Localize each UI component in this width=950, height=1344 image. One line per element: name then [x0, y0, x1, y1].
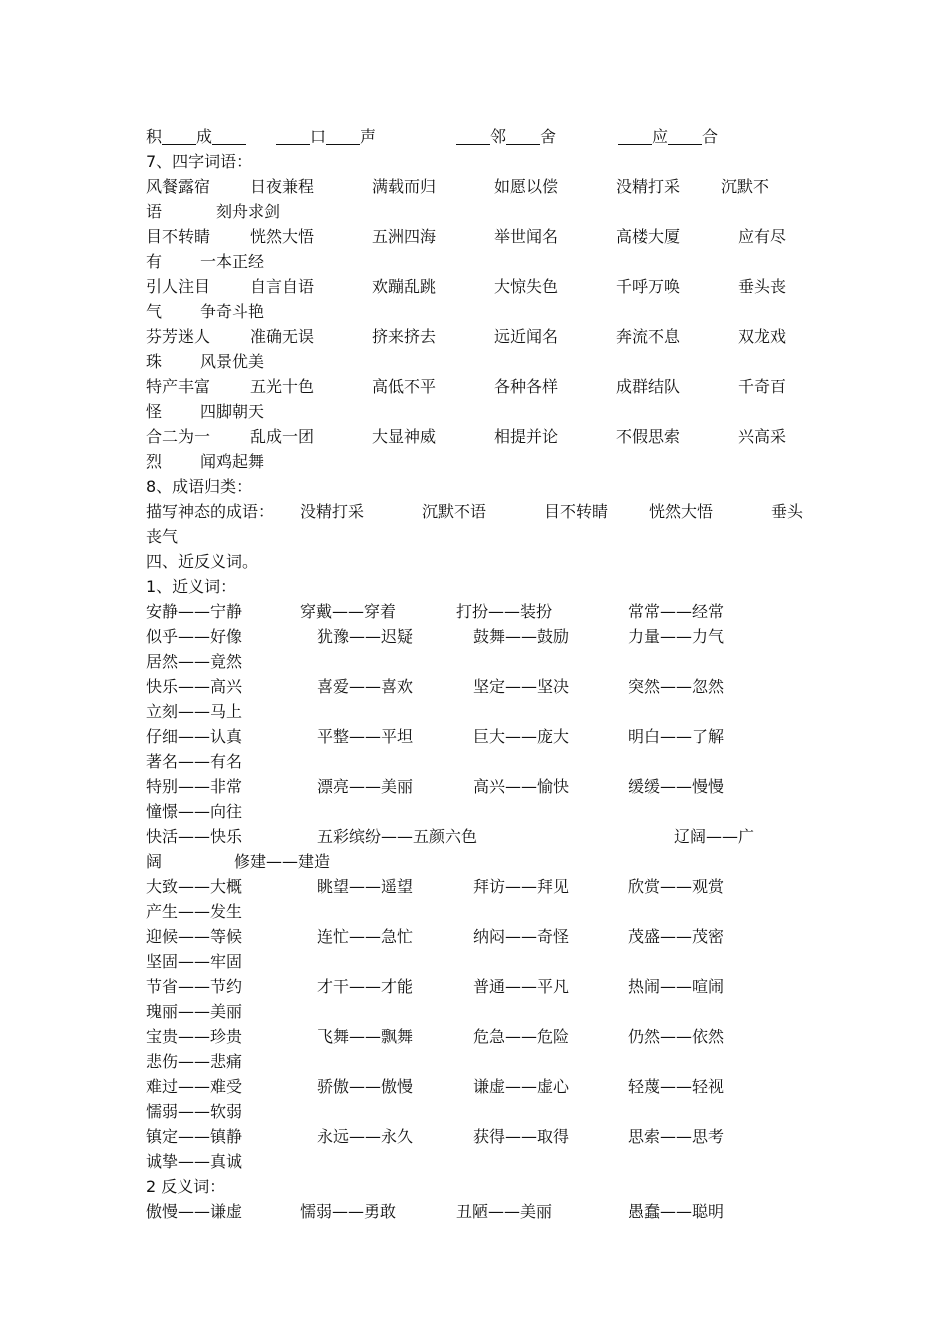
idiom-tail: 有	[146, 252, 163, 271]
idiom-tail: 怪	[146, 402, 163, 421]
word-pair: 轻蔑——轻视	[628, 1077, 725, 1096]
idiom: 千呼万唤	[616, 277, 681, 296]
idiom: 不假思索	[616, 427, 681, 446]
blank	[506, 128, 540, 145]
idiom: 合二为一	[146, 427, 211, 446]
idiom: 应有尽	[738, 227, 787, 246]
word-pair: 著名——有名	[146, 752, 243, 771]
subsection-heading: 2 反义词：	[146, 1177, 226, 1196]
word-pair: 获得——取得	[473, 1127, 570, 1146]
word-pair: 缓缓——慢慢	[628, 777, 725, 796]
word-pair: 鼓舞——鼓励	[473, 627, 570, 646]
idiom: 风景优美	[200, 352, 265, 371]
word-pair: 犹豫——迟疑	[317, 627, 414, 646]
word-pair: 欣赏——观赏	[628, 877, 725, 896]
idiom: 准确无误	[250, 327, 315, 346]
word-pair: 瑰丽——美丽	[146, 1002, 243, 1021]
idiom: 四脚朝天	[200, 402, 265, 421]
word-pair: 危急——危险	[473, 1027, 570, 1046]
word-pair: 飞舞——飘舞	[317, 1027, 414, 1046]
idiom: 如愿以偿	[494, 177, 559, 196]
word-pair: 憧憬——向往	[146, 802, 243, 821]
idiom: 恍然大悟	[250, 227, 315, 246]
idiom-row-cont: 丧气	[146, 527, 179, 546]
idiom: 风餐露宿	[146, 177, 211, 196]
blank	[276, 128, 310, 145]
fill-item	[456, 125, 556, 149]
idiom: 日夜兼程	[250, 177, 315, 196]
word-pair: 辽阔——广	[674, 827, 755, 846]
word-pair: 才干——才能	[317, 977, 414, 996]
word-pair: 热闹——喧闹	[628, 977, 725, 996]
word-pair: 悲伤——悲痛	[146, 1052, 243, 1071]
word-pair: 似乎——好像	[146, 627, 243, 646]
word-pair: 坚固——牢固	[146, 952, 243, 971]
idiom: 垂头丧	[738, 277, 787, 296]
idiom: 一本正经	[200, 252, 265, 271]
idiom: 闻鸡起舞	[200, 452, 265, 471]
word-pair: 快乐——高兴	[146, 677, 243, 696]
idiom-tail: 语	[146, 202, 163, 221]
word-pair: 仔细——认真	[146, 727, 243, 746]
word-pair: 居然——竟然	[146, 652, 243, 671]
idiom: 满载而归	[372, 177, 437, 196]
word-tail: 阔	[146, 852, 163, 871]
word-pair: 明白——了解	[628, 727, 725, 746]
word-pair: 丑陋——美丽	[456, 1202, 553, 1221]
idiom: 大显神威	[372, 427, 437, 446]
category-label: 描写神态的成语：	[146, 502, 275, 521]
idiom: 没精打采	[616, 177, 681, 196]
blank	[456, 128, 490, 145]
idiom: 没精打采	[300, 502, 365, 521]
word-pair: 产生——发生	[146, 902, 243, 921]
fill-char: 口	[310, 127, 327, 146]
word-pair: 迎候——等候	[146, 927, 243, 946]
idiom: 特产丰富	[146, 377, 211, 396]
idiom: 五洲四海	[372, 227, 437, 246]
word-pair: 懦弱——勇敢	[300, 1202, 397, 1221]
idiom: 兴高采	[738, 427, 787, 446]
section-heading: 四、近反义词。	[146, 552, 259, 571]
word-pair: 立刻——马上	[146, 702, 243, 721]
blank	[668, 128, 702, 145]
blank	[618, 128, 652, 145]
subsection-heading: 1、近义词：	[146, 577, 237, 596]
word-pair: 修建——建造	[234, 852, 331, 871]
word-pair: 谦虚——虚心	[473, 1077, 570, 1096]
idiom: 刻舟求剑	[216, 202, 281, 221]
idiom: 千奇百	[738, 377, 787, 396]
fill-char: 声	[360, 127, 377, 146]
fill-char: 舍	[540, 127, 557, 146]
idiom: 远近闻名	[494, 327, 559, 346]
word-pair: 大致——大概	[146, 877, 243, 896]
word-pair: 连忙——急忙	[317, 927, 414, 946]
fill-char: 积	[146, 127, 163, 146]
word-pair: 傲慢——谦虚	[146, 1202, 243, 1221]
idiom-tail: 烈	[146, 452, 163, 471]
word-pair: 宝贵——珍贵	[146, 1027, 243, 1046]
word-pair: 纳闷——奇怪	[473, 927, 570, 946]
idiom: 欢蹦乱跳	[372, 277, 437, 296]
word-pair: 常常——经常	[628, 602, 725, 621]
word-pair: 节省——节约	[146, 977, 243, 996]
idiom: 沉默不语	[422, 502, 487, 521]
word-pair: 难过——难受	[146, 1077, 243, 1096]
word-pair: 突然——忽然	[628, 677, 725, 696]
idiom: 双龙戏	[738, 327, 787, 346]
idiom: 引人注目	[146, 277, 211, 296]
word-pair: 穿戴——穿着	[300, 602, 397, 621]
word-pair: 懦弱——软弱	[146, 1102, 243, 1121]
idiom: 垂头	[771, 502, 804, 521]
idiom-tail: 珠	[146, 352, 163, 371]
blank	[212, 128, 246, 145]
word-pair: 特别——非常	[146, 777, 243, 796]
idiom: 各种各样	[494, 377, 559, 396]
idiom: 高楼大厦	[616, 227, 681, 246]
idiom: 争奇斗艳	[200, 302, 265, 321]
idiom: 乱成一团	[250, 427, 315, 446]
word-pair: 普通——平凡	[473, 977, 570, 996]
word-pair: 永远——永久	[317, 1127, 414, 1146]
word-pair: 快活——快乐	[146, 827, 243, 846]
fill-char: 合	[702, 127, 719, 146]
word-pair: 五彩缤纷——五颜六色	[317, 827, 478, 846]
blank	[162, 128, 196, 145]
word-pair: 平整——平坦	[317, 727, 414, 746]
idiom-tail: 气	[146, 302, 163, 321]
idiom: 五光十色	[250, 377, 315, 396]
idiom: 自言自语	[250, 277, 315, 296]
section-heading: 8、成语归类：	[146, 477, 253, 496]
idiom: 恍然大悟	[649, 502, 714, 521]
word-pair: 诚挚——真诚	[146, 1152, 243, 1171]
idiom: 目不转睛	[544, 502, 609, 521]
word-pair: 拜访——拜见	[473, 877, 570, 896]
blank	[326, 128, 360, 145]
fill-item	[618, 125, 718, 149]
fill-item	[146, 125, 246, 149]
idiom: 挤来挤去	[372, 327, 437, 346]
idiom: 沉默不	[721, 177, 770, 196]
word-pair: 愚蠢——聪明	[628, 1202, 725, 1221]
word-pair: 仍然——依然	[628, 1027, 725, 1046]
word-pair: 骄傲——傲慢	[317, 1077, 414, 1096]
word-pair: 喜爱——喜欢	[317, 677, 414, 696]
fill-char: 应	[652, 127, 669, 146]
fill-item	[276, 125, 376, 149]
word-pair: 坚定——坚决	[473, 677, 570, 696]
word-pair: 打扮——装扮	[456, 602, 553, 621]
fill-char: 邻	[490, 127, 507, 146]
idiom: 成群结队	[616, 377, 681, 396]
word-pair: 巨大——庞大	[473, 727, 570, 746]
idiom: 奔流不息	[616, 327, 681, 346]
idiom: 大惊失色	[494, 277, 559, 296]
word-pair: 力量——力气	[628, 627, 725, 646]
idiom: 芬芳迷人	[146, 327, 211, 346]
word-pair: 思索——思考	[628, 1127, 725, 1146]
word-pair: 漂亮——美丽	[317, 777, 414, 796]
idiom: 相提并论	[494, 427, 559, 446]
idiom: 高低不平	[372, 377, 437, 396]
word-pair: 高兴——愉快	[473, 777, 570, 796]
idiom: 举世闻名	[494, 227, 559, 246]
word-pair: 眺望——遥望	[317, 877, 414, 896]
word-pair: 安静——宁静	[146, 602, 243, 621]
word-pair: 镇定——镇静	[146, 1127, 243, 1146]
idiom: 目不转睛	[146, 227, 211, 246]
fill-char: 成	[196, 127, 213, 146]
word-pair: 茂盛——茂密	[628, 927, 725, 946]
section-heading: 7、四字词语：	[146, 152, 253, 171]
